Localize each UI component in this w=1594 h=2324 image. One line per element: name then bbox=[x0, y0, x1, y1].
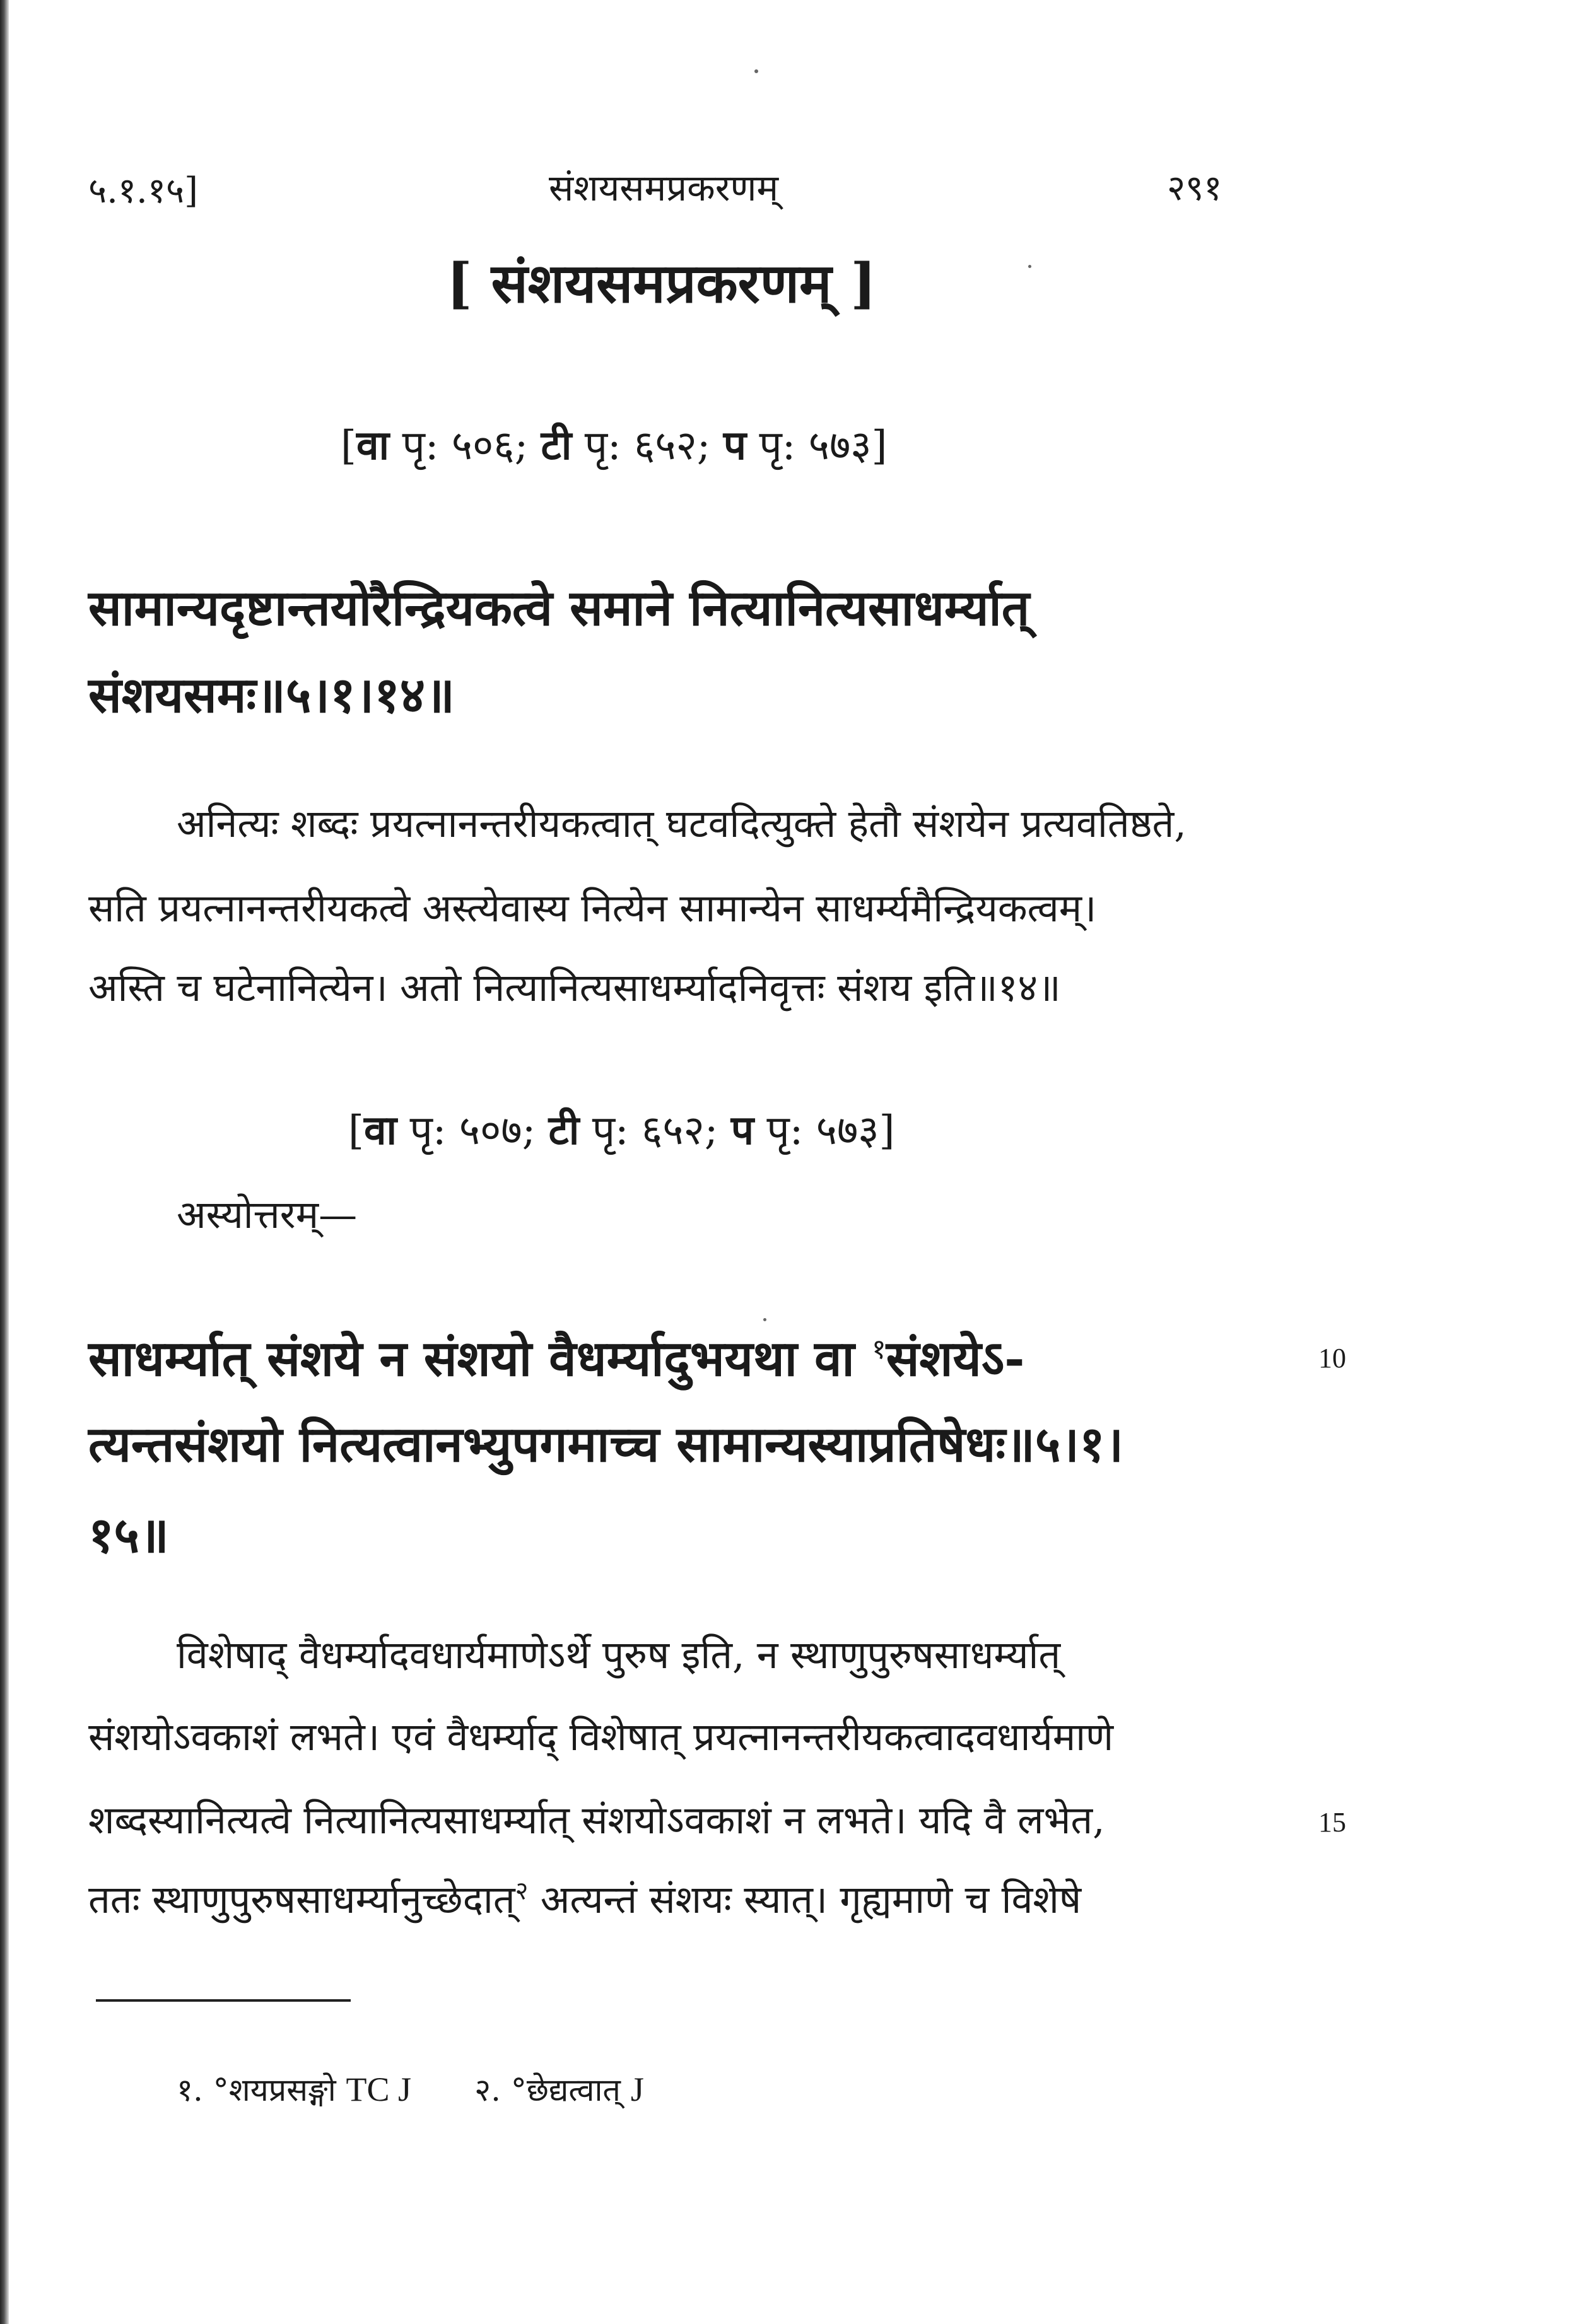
ref-abbr-va: वा bbox=[363, 1107, 397, 1154]
scan-speck bbox=[1028, 265, 1031, 268]
footnote-marker-1: १ bbox=[871, 1333, 886, 1365]
running-header-sutra-ref: ५.१.१५] bbox=[88, 170, 198, 211]
sutra-15-line-3: १५॥ bbox=[88, 1507, 169, 1564]
running-header-title: संशयसमप्रकरणम् bbox=[549, 166, 779, 209]
line-number-15: 15 bbox=[1318, 1807, 1346, 1838]
commentary-14-line-3: अस्ति च घटेनानित्येन। अतो नित्यानित्यसाधर्म्यादनिवृत्तः संशय इति॥१४॥ bbox=[88, 966, 1061, 1010]
footnote-1-number: १. bbox=[177, 2072, 203, 2108]
sutra-14-line-1: सामान्यदृष्टान्तयोरैन्द्रियकत्वे समाने नित्यानित्यसाधर्म्यात् bbox=[88, 580, 1030, 637]
footnote-2-siglum: J bbox=[630, 2070, 644, 2108]
line-number-10: 10 bbox=[1318, 1343, 1346, 1374]
ref-bracket: [ bbox=[341, 423, 356, 469]
ref-abbr-pa: प bbox=[730, 1107, 754, 1154]
footnote-separator bbox=[96, 1999, 351, 2002]
sutra-15-line-1-end: संशयेऽ- bbox=[886, 1330, 1025, 1387]
commentary-15-line-4-b: अत्यन्तं संशयः स्यात्। गृह्यमाणे च विशेषे bbox=[528, 1877, 1082, 1922]
footnote-marker-2: २ bbox=[515, 1876, 529, 1906]
ref-page-pa: पृ: ५७३] bbox=[746, 423, 888, 469]
ref-abbr-pa: प bbox=[723, 422, 747, 469]
footnote-1-text: °शयप्रसङ्गो bbox=[202, 2072, 346, 2108]
scan-speck bbox=[754, 69, 758, 73]
commentary-15-line-4-a: ततः स्थाणुपुरुषसाधर्म्यानुच्छेदात् bbox=[88, 1877, 515, 1922]
sutra-14-line-2: संशयसमः॥५।१।१४॥ bbox=[88, 667, 455, 724]
page-reference-1 bbox=[341, 416, 887, 471]
commentary-15-line-3: शब्दस्यानित्यत्वे नित्यानित्यसाधर्म्यात् संशयोऽवकाशं न लभते। यदि वै लभेत, bbox=[88, 1798, 1105, 1843]
page-number: २९१ bbox=[1167, 168, 1222, 209]
footnotes bbox=[177, 2067, 644, 2110]
ref-page-va: पृ: ५०७; bbox=[397, 1107, 549, 1154]
commentary-14-line-1: अनित्यः शब्दः प्रयत्नानन्तरीयकत्वात् घटवदित्युक्ते हेतौ संशयेन प्रत्यवतिष्ठते, bbox=[177, 802, 1187, 846]
commentary-15-line-2: संशयोऽवकाशं लभते। एवं वैधर्म्याद् विशेषात् प्रयत्नानन्तरीयकत्वादवधार्यमाणे bbox=[88, 1715, 1114, 1760]
sutra-15-line-2: त्यन्तसंशयो नित्यत्वानभ्युपगमाच्च सामान्यस्याप्रतिषेधः॥५।१। bbox=[88, 1416, 1124, 1473]
ref-page-pa: पृ: ५७३] bbox=[754, 1107, 895, 1154]
ref-abbr-ti: टी bbox=[541, 422, 572, 469]
page-binding-edge bbox=[0, 0, 9, 2324]
scan-speck bbox=[763, 1318, 766, 1321]
ref-page-va: पृ: ५०६; bbox=[389, 423, 541, 469]
ref-bracket: [ bbox=[348, 1107, 364, 1154]
section-title: [ संशयसमप्रकरणम् ] bbox=[447, 252, 877, 315]
commentary-14-line-2: सति प्रयत्नानन्तरीयकत्वे अस्त्येवास्य नित्येन सामान्येन साधर्म्यमैन्द्रियकत्वम्। bbox=[88, 886, 1097, 931]
commentary-15-line-1: विशेषाद् वैधर्म्यादवधार्यमाणेऽर्थे पुरुष इति, न स्थाणुपुरुषसाधर्म्यात् bbox=[177, 1633, 1061, 1678]
commentary-15-line-4 bbox=[88, 1872, 1081, 1924]
ref-page-ti: पृ: ६५२; bbox=[571, 423, 724, 469]
page-reference-2 bbox=[348, 1101, 894, 1156]
footnote-2-number: २. bbox=[474, 2072, 501, 2108]
sutra-15-line-1-text: साधर्म्यात् संशये न संशयो वैधर्म्यादुभयथा वा bbox=[88, 1330, 855, 1387]
intro-15: अस्योत्तरम्— bbox=[177, 1193, 358, 1237]
footnote-1-siglum: TC J bbox=[346, 2070, 412, 2108]
ref-page-ti: पृ: ६५२; bbox=[579, 1107, 731, 1154]
ref-abbr-va: वा bbox=[356, 422, 390, 469]
ref-abbr-ti: टी bbox=[548, 1107, 580, 1154]
footnote-2-text: °छेद्यत्वात् bbox=[500, 2072, 631, 2108]
sutra-15-line-1 bbox=[88, 1323, 1025, 1390]
